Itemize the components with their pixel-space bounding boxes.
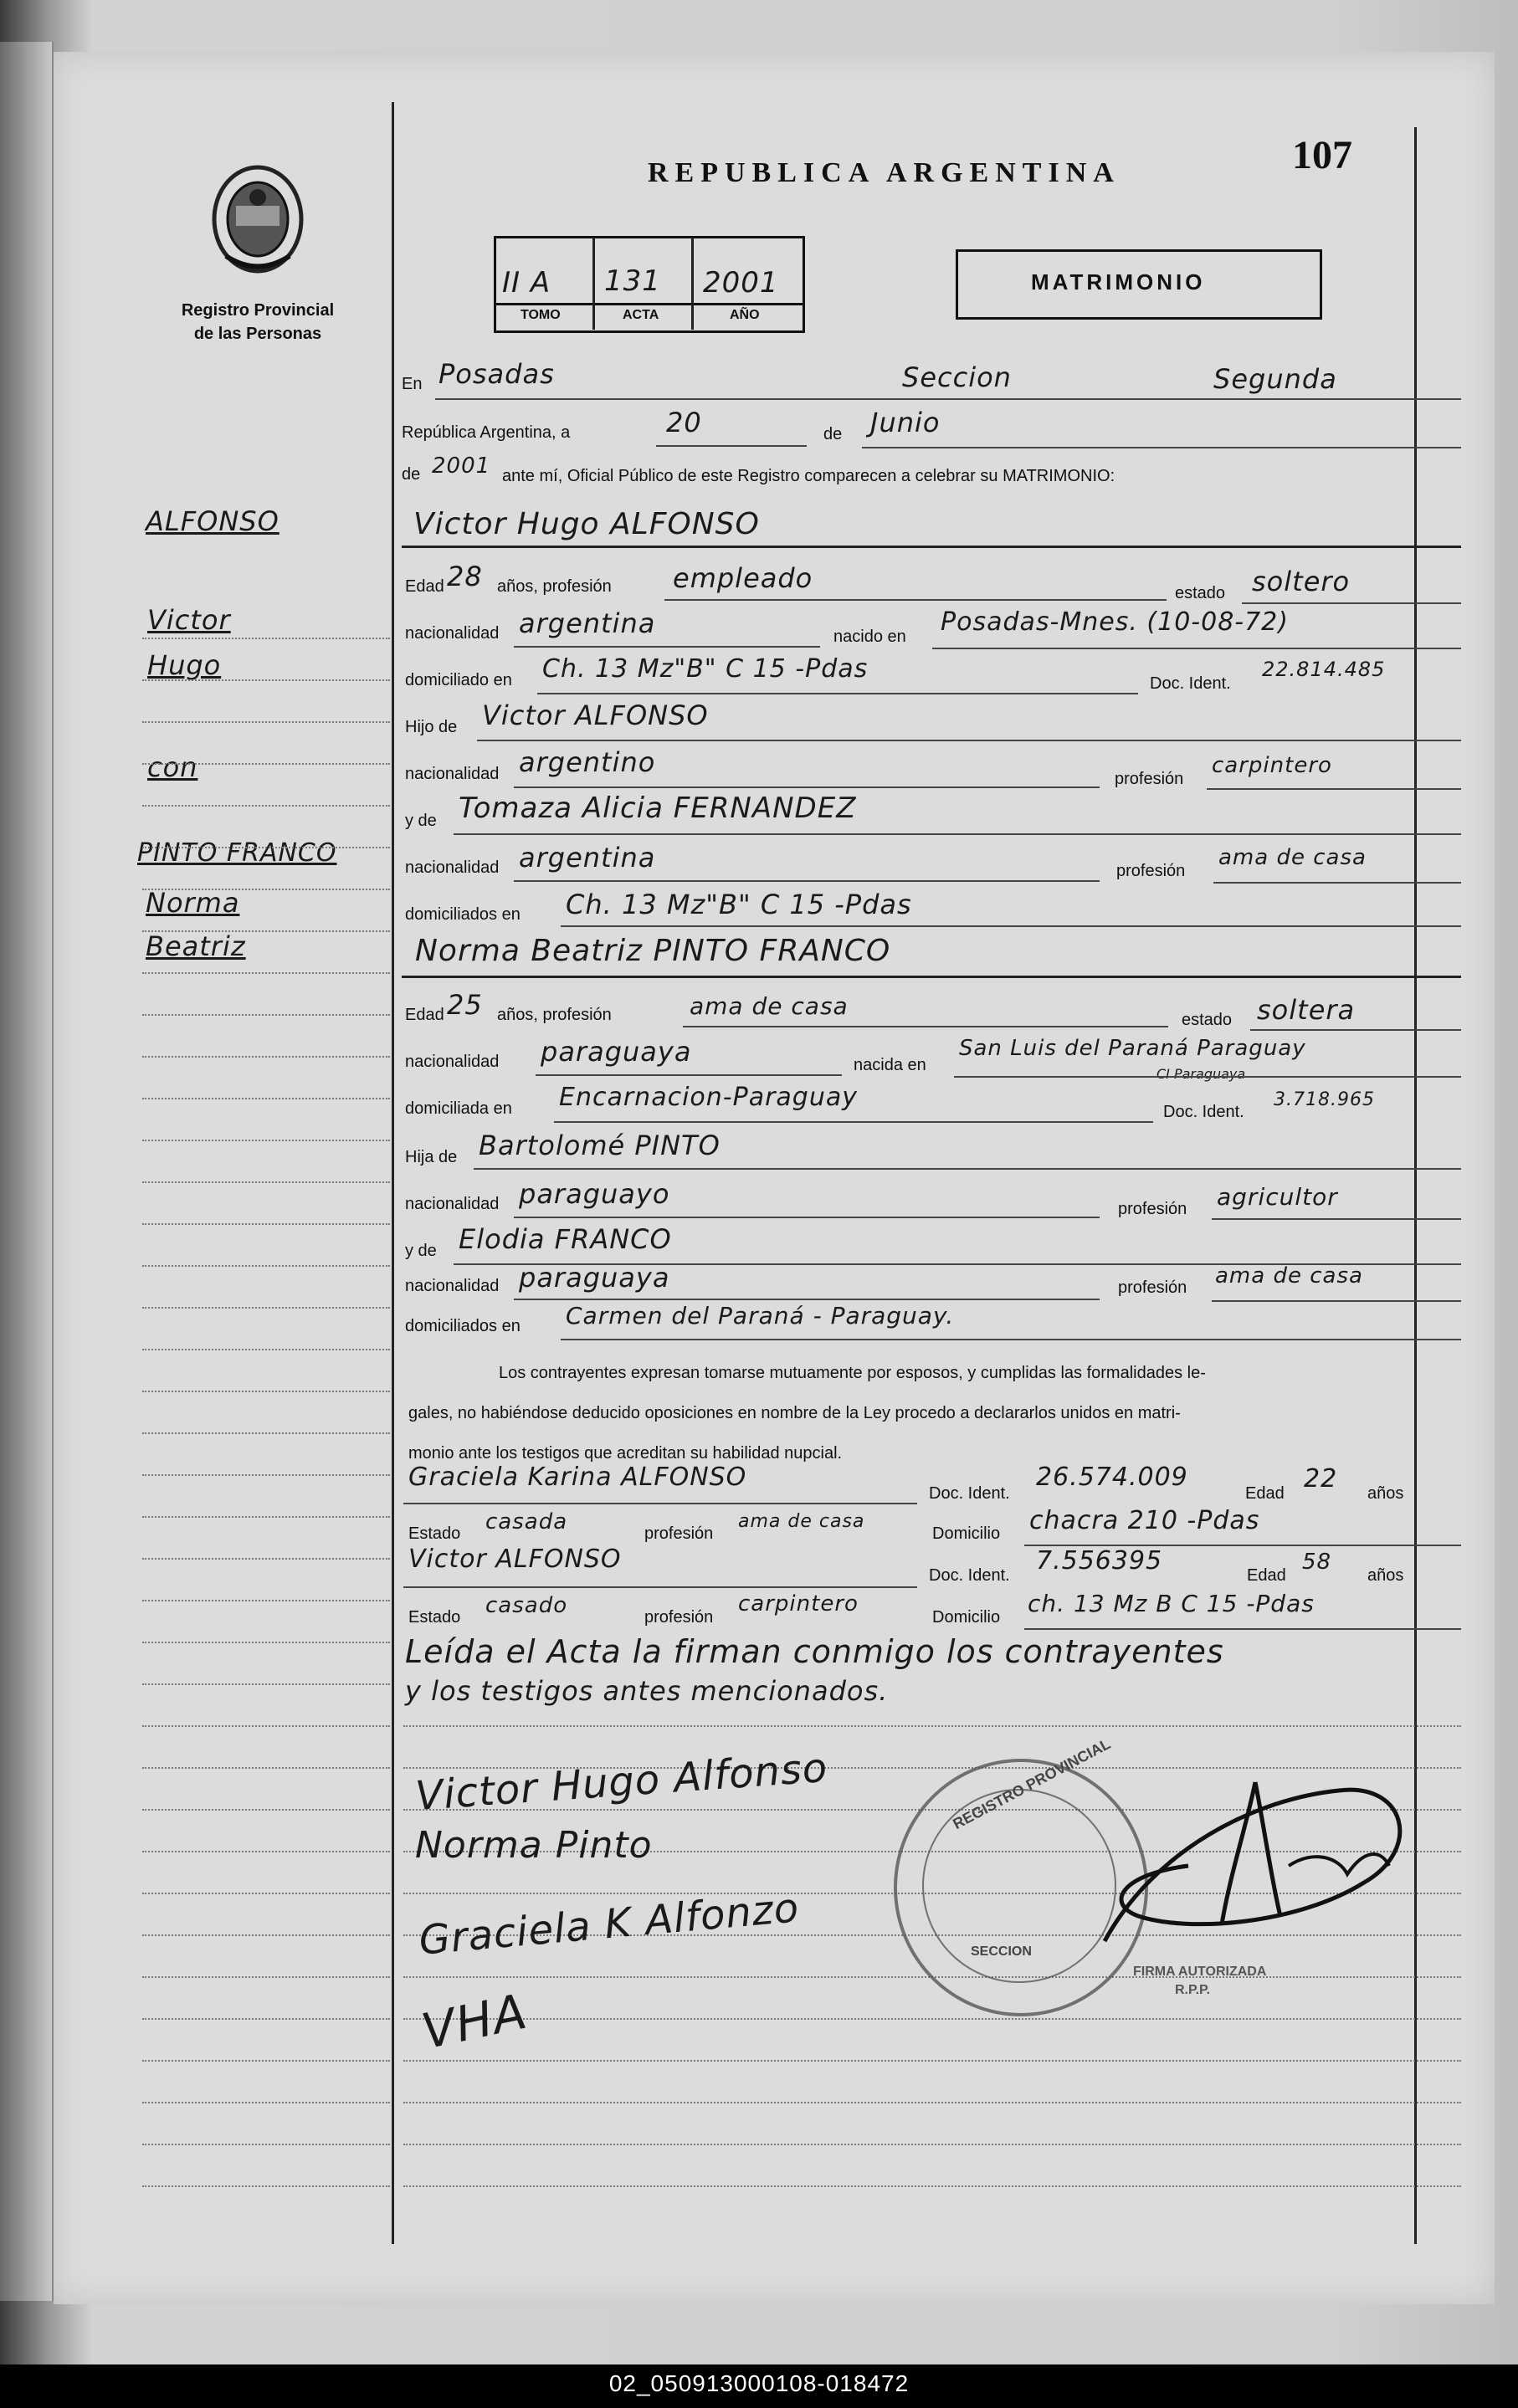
margin-ruled-line — [142, 1725, 390, 1728]
bride-marital-status: soltera — [1257, 994, 1356, 1026]
signature-ruled-line — [403, 2018, 1461, 2020]
signature-witness1: Graciela K Alfonzo — [417, 1884, 802, 1965]
closing-line1: Leída el Acta la firman conmigo los contrayentes — [405, 1633, 1224, 1670]
margin-ruled-line — [142, 972, 390, 975]
acta-label: ACTA — [623, 308, 659, 322]
margin-ruled-line — [142, 2102, 390, 2104]
registry-name-line2: de las Personas — [193, 325, 322, 343]
day-value: 20 — [666, 407, 702, 438]
groom-full-name: Victor Hugo ALFONSO — [413, 507, 760, 541]
margin-ruled-line — [142, 1140, 390, 1142]
margin-ruled-line — [142, 721, 390, 724]
groom-mother-label: y de — [405, 812, 437, 830]
margin-ruled-line — [142, 1474, 390, 1477]
margin-ruled-line — [142, 1976, 390, 1979]
margin-surname-groom: ALFONSO — [146, 505, 279, 537]
margin-ruled-line — [142, 1600, 390, 1602]
witness2-domicile-label: Domicilio — [932, 1608, 1001, 1627]
groom-parents-domicile-label: domiciliados en — [405, 905, 521, 924]
margin-name-hugo: Hugo — [147, 649, 222, 681]
witness2-doc-label: Doc. Ident. — [929, 1566, 1010, 1585]
signature-ruled-line — [403, 2185, 1461, 2187]
declaration-line3: monio ante los testigos que acreditan su habilidad nupcial. — [408, 1444, 843, 1463]
acta-value: 131 — [604, 264, 661, 298]
republica-label: República Argentina, a — [402, 423, 571, 442]
bride-domicile-label: domiciliada en — [405, 1099, 512, 1118]
bride-mother-nationality-label: nacionalidad — [405, 1277, 500, 1295]
groom-father-profession-label: profesión — [1115, 770, 1184, 788]
witness2-profession: carpintero — [738, 1591, 859, 1616]
bride-parents-domicile: Carmen del Paraná - Paraguay. — [566, 1302, 955, 1330]
bride-father-name: Bartolomé PINTO — [479, 1130, 721, 1161]
bride-full-name: Norma Beatriz PINTO FRANCO — [415, 934, 891, 968]
margin-ruled-line — [142, 1056, 390, 1058]
groom-mother-nationality: argentina — [519, 842, 656, 874]
margin-ruled-line — [142, 1014, 390, 1017]
witness1-anos-label: años — [1367, 1484, 1404, 1503]
witness1-domicile-label: Domicilio — [932, 1524, 1001, 1543]
witness1-profession: ama de casa — [738, 1511, 865, 1532]
groom-father-nationality-label: nacionalidad — [405, 765, 500, 783]
margin-ruled-line — [142, 805, 390, 807]
bride-document-number: 3.718.965 — [1274, 1089, 1375, 1110]
margin-ruled-line — [142, 1391, 390, 1393]
witness2-anos-label: años — [1367, 1566, 1404, 1585]
margin-ruled-line — [142, 847, 390, 849]
bride-parents-domicile-label: domiciliados en — [405, 1317, 521, 1335]
declaration-line1: Los contrayentes expresan tomarse mutuamente por esposos, y cumplidas las formalidades le- — [499, 1364, 1206, 1382]
bride-edad-label: Edad — [405, 1006, 444, 1024]
signature-bride: Norma Pinto — [415, 1824, 653, 1867]
groom-parents-domicile: Ch. 13 Mz"B" C 15 -Pdas — [566, 889, 912, 920]
signature-groom: Victor Hugo Alfonso — [413, 1744, 829, 1821]
bride-mother-profession: ama de casa — [1215, 1263, 1363, 1289]
witness2-marital-status: casado — [485, 1593, 568, 1618]
margin-ruled-line — [142, 1098, 390, 1100]
bride-doc-label: Doc. Ident. — [1163, 1103, 1244, 1121]
bride-mother-profession-label: profesión — [1118, 1278, 1187, 1297]
ano-value: 2001 — [703, 266, 779, 300]
margin-ruled-line — [142, 2060, 390, 2062]
page-number: 107 — [1292, 133, 1352, 177]
bride-father-nationality-label: nacionalidad — [405, 1195, 500, 1213]
margin-ruled-line — [142, 1767, 390, 1770]
groom-mother-profession-label: profesión — [1116, 862, 1186, 880]
groom-father-nationality: argentino — [519, 746, 656, 778]
closing-line2: y los testigos antes mencionados. — [405, 1675, 889, 1707]
section-number-value: Segunda — [1213, 363, 1337, 395]
bride-nacida-label: nacida en — [854, 1056, 926, 1074]
margin-ruled-line — [142, 1893, 390, 1895]
signature-ruled-line — [403, 1725, 1461, 1727]
scan-file-id: 02_050913000108-018472 — [608, 2370, 910, 2396]
bride-nationality: paraguaya — [541, 1036, 692, 1068]
bride-father-label: Hija de — [405, 1148, 458, 1166]
tomo-value: II A — [502, 266, 551, 300]
margin-ruled-line — [142, 1516, 390, 1519]
margin-ruled-line — [142, 1223, 390, 1226]
margin-ruled-line — [142, 1683, 390, 1686]
groom-age: 28 — [447, 561, 483, 592]
groom-father-label: Hijo de — [405, 718, 458, 736]
witness1-document-number: 26.574.009 — [1036, 1463, 1188, 1492]
bride-father-nationality: paraguayo — [519, 1178, 670, 1210]
bride-father-profession: agricultor — [1217, 1183, 1338, 1211]
margin-surname-bride: PINTO FRANCO — [137, 838, 337, 868]
witness2-domicile: ch. 13 Mz B C 15 -Pdas — [1028, 1590, 1315, 1617]
signature-witness2: VHA — [417, 1982, 532, 2061]
margin-ruled-line — [142, 2144, 390, 2146]
margin-ruled-line — [142, 2018, 390, 2021]
signature-ruled-line — [403, 2144, 1461, 2145]
year-value: 2001 — [432, 453, 491, 479]
stamp-text-line4: R.P.P. — [1175, 1983, 1211, 1997]
groom-nationality: argentina — [519, 607, 656, 639]
registry-name-line1: Registro Provincial — [181, 301, 335, 320]
city-value: Posadas — [438, 358, 555, 390]
margin-ruled-line — [142, 638, 390, 640]
margin-ruled-line — [142, 1181, 390, 1184]
witness1-profession-label: profesión — [644, 1524, 714, 1543]
witness2-edad-label: Edad — [1247, 1566, 1286, 1585]
groom-father-profession: carpintero — [1212, 753, 1332, 778]
month-value: Junio — [870, 407, 941, 438]
declaration-line2: gales, no habiéndose deducido oposiciones en nombre de la Ley procedo a declararlos unidos en matri- — [408, 1404, 1181, 1422]
margin-ruled-line — [142, 763, 390, 766]
register-page — [54, 52, 1495, 2304]
groom-estado-label: estado — [1175, 584, 1226, 602]
bride-domicile: Encarnacion-Paraguay — [559, 1083, 858, 1112]
margin-ruled-line — [142, 889, 390, 891]
book-binding-edge — [0, 42, 54, 2301]
witness1-edad-label: Edad — [1245, 1484, 1285, 1503]
witness2-profession-label: profesión — [644, 1608, 714, 1627]
margin-divider — [392, 102, 394, 2244]
bride-nationality-label: nacionalidad — [405, 1053, 500, 1071]
en-label: En — [402, 375, 423, 393]
groom-profession: empleado — [673, 562, 813, 594]
margin-name-victor: Victor — [147, 604, 231, 636]
groom-birthplace: Posadas-Mnes. (10-08-72) — [941, 607, 1289, 637]
groom-edad-label: Edad — [405, 577, 444, 596]
margin-ruled-line — [142, 1558, 390, 1560]
margin-ruled-line — [142, 1851, 390, 1853]
margin-ruled-line — [142, 1307, 390, 1309]
witness2-name: Victor ALFONSO — [408, 1545, 622, 1574]
margin-ruled-line — [142, 1934, 390, 1937]
margin-name-beatriz: Beatriz — [146, 930, 246, 962]
bride-mother-nationality: paraguaya — [519, 1262, 670, 1294]
margin-ruled-line — [142, 1265, 390, 1268]
groom-father-name: Victor ALFONSO — [482, 699, 709, 731]
signature-ruled-line — [403, 2060, 1461, 2062]
groom-nationality-label: nacionalidad — [405, 624, 500, 643]
margin-name-norma: Norma — [146, 887, 240, 919]
intro-text: ante mí, Oficial Público de este Registro comparecen a celebrar su MATRIMONIO: — [502, 467, 1115, 485]
stamp-text-line3: FIRMA AUTORIZADA — [1133, 1965, 1267, 1979]
groom-doc-label: Doc. Ident. — [1150, 674, 1231, 693]
groom-domicile-label: domiciliado en — [405, 671, 512, 689]
groom-document-number: 22.814.485 — [1262, 658, 1386, 681]
bride-mother-name: Elodia FRANCO — [459, 1223, 672, 1255]
witness2-document-number: 7.556395 — [1036, 1546, 1163, 1575]
margin-ruled-line — [142, 1432, 390, 1435]
signature-ruled-line — [403, 2102, 1461, 2103]
margin-ruled-line — [142, 2185, 390, 2188]
bride-estado-label: estado — [1182, 1011, 1233, 1029]
bride-id-note: CI Paraguaya — [1156, 1066, 1246, 1082]
groom-mother-name: Tomaza Alicia FERNANDEZ — [459, 792, 857, 825]
margin-ruled-line — [142, 1809, 390, 1811]
section-value: Seccion — [902, 361, 1012, 393]
bride-father-profession-label: profesión — [1118, 1200, 1187, 1218]
margin-ruled-line — [142, 1349, 390, 1351]
groom-domicile: Ch. 13 Mz"B" C 15 -Pdas — [542, 654, 869, 684]
stamp-text-line2: SECCION — [971, 1944, 1032, 1959]
month-de-label: de — [823, 425, 843, 443]
witness1-marital-status: casada — [485, 1509, 568, 1534]
margin-ruled-line — [142, 930, 390, 933]
groom-mother-profession: ama de casa — [1218, 845, 1367, 870]
ano-label: AÑO — [730, 308, 760, 322]
witness1-name: Graciela Karina ALFONSO — [408, 1463, 747, 1492]
witness2-estado-label: Estado — [408, 1608, 461, 1627]
margin-ruled-line — [142, 679, 390, 682]
year-de-label: de — [402, 465, 421, 484]
witness1-age: 22 — [1304, 1464, 1338, 1493]
document-type-label: MATRIMONIO — [1031, 269, 1206, 295]
witness1-domicile: chacra 210 -Pdas — [1029, 1506, 1260, 1535]
bride-profesion-label: años, profesión — [497, 1006, 612, 1024]
tomo-label: TOMO — [521, 308, 561, 322]
official-signature-scribble-icon — [1088, 1749, 1439, 1966]
bride-age: 25 — [447, 989, 483, 1021]
witness2-age: 58 — [1302, 1550, 1332, 1575]
groom-nacido-label: nacido en — [833, 628, 906, 646]
document-title: REPUBLICA ARGENTINA — [648, 157, 1121, 188]
bride-birthplace: San Luis del Paraná Paraguay — [959, 1036, 1306, 1061]
groom-profesion-label: años, profesión — [497, 577, 612, 596]
stamp-text-line1: REGISTRO PROVINCIAL — [950, 1734, 1114, 1833]
margin-ruled-line — [142, 1642, 390, 1644]
provincial-coat-of-arms-icon — [209, 164, 306, 278]
bride-profession: ama de casa — [690, 992, 849, 1020]
groom-marital-status: soltero — [1252, 566, 1351, 597]
margin-con: con — [147, 751, 198, 783]
witness1-estado-label: Estado — [408, 1524, 461, 1543]
witness1-doc-label: Doc. Ident. — [929, 1484, 1010, 1503]
groom-mother-nationality-label: nacionalidad — [405, 858, 500, 877]
bride-mother-label: y de — [405, 1242, 437, 1260]
